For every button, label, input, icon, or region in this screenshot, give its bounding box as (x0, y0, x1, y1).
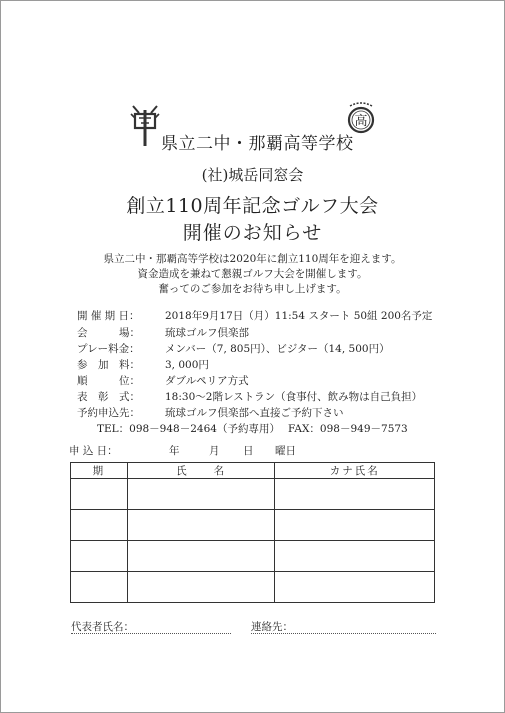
column-header-term: 期 (71, 463, 128, 479)
detail-reservation (77, 405, 344, 420)
table-header-row (71, 463, 435, 479)
table-row (71, 510, 435, 541)
badge-character: 高 (354, 114, 368, 129)
detail-value: ダブルペリア方式 (165, 375, 249, 387)
detail-value: 2018年9月17日（月）11:54 スタート 50組 200名予定 (165, 310, 433, 322)
application-date-label: 申 込 日： (69, 445, 118, 457)
reservation-tel: TEL：098－948－2464（予約専用） (97, 423, 280, 435)
contact-field[interactable] (251, 633, 436, 634)
detail-label: 会 場： (77, 327, 140, 339)
name-cell[interactable] (127, 572, 275, 603)
table-row (71, 479, 435, 510)
registration-table (70, 462, 435, 603)
event-subtitle: 開催のお知らせ (182, 222, 323, 244)
detail-label: 参 加 料： (77, 359, 140, 371)
application-day: 日 (243, 445, 254, 457)
intro-line: 奮ってのご参加をお待ち申し上げます。 (158, 283, 347, 295)
application-month: 月 (209, 445, 220, 457)
kana-cell[interactable] (275, 510, 435, 541)
table-row (71, 572, 435, 603)
name-cell[interactable] (127, 510, 275, 541)
intro-line: 県立二中・那覇高等学校は2020年に創立110周年を迎えます。 (103, 253, 402, 265)
kana-cell[interactable] (275, 541, 435, 572)
detail-date (77, 308, 432, 323)
term-cell[interactable] (71, 510, 128, 541)
detail-play-fee (77, 341, 390, 356)
association-name: (社)城岳同窓会 (201, 166, 304, 184)
term-cell[interactable] (71, 541, 128, 572)
name-cell[interactable] (127, 541, 275, 572)
application-year: 年 (169, 445, 180, 457)
name-cell[interactable] (127, 479, 275, 510)
detail-label: 表 彰 式： (77, 391, 140, 403)
contact-label: 連絡先： (251, 621, 293, 633)
column-header-kana-name: カナ氏名 (275, 463, 435, 479)
term-cell[interactable] (71, 479, 128, 510)
term-cell[interactable] (71, 572, 128, 603)
school-name: 県立二中・那覇高等学校 (161, 134, 354, 154)
detail-value: 琉球ゴルフ倶楽部 (165, 327, 249, 339)
intro-line: 資金造成を兼ねて懇親ゴルフ大会を開催します。 (137, 268, 368, 280)
detail-award-ceremony (77, 389, 422, 404)
representative-name-label: 代表者氏名： (71, 621, 134, 633)
detail-ranking (77, 373, 249, 388)
column-header-name: 氏 名 (127, 463, 275, 479)
kana-cell[interactable] (275, 572, 435, 603)
detail-label: 予約申込先： (77, 407, 140, 419)
detail-label: 順 位： (77, 375, 140, 387)
detail-label: プレー料金： (77, 343, 140, 355)
detail-label: 開 催 期 日： (77, 310, 140, 322)
detail-venue (77, 325, 249, 340)
representative-name-field[interactable] (71, 633, 231, 634)
application-weekday: 曜日 (275, 445, 296, 457)
detail-entry-fee (77, 357, 209, 372)
event-title: 創立110周年記念ゴルフ大会 (126, 195, 379, 217)
application-date-line (69, 443, 296, 458)
detail-value: メンバー（7, 805円）、ビジター（14, 500円） (165, 343, 390, 355)
detail-value: 琉球ゴルフ倶楽部へ直接ご予約下さい (165, 407, 344, 419)
table-row (71, 541, 435, 572)
detail-value: 3, 000円 (165, 359, 209, 371)
reservation-fax: FAX：098－949－7573 (288, 423, 408, 435)
kana-cell[interactable] (275, 479, 435, 510)
school-crest-icon (129, 104, 161, 148)
detail-value: 18:30～2階レストラン（食事付、飲み物は自己負担） (165, 391, 423, 403)
